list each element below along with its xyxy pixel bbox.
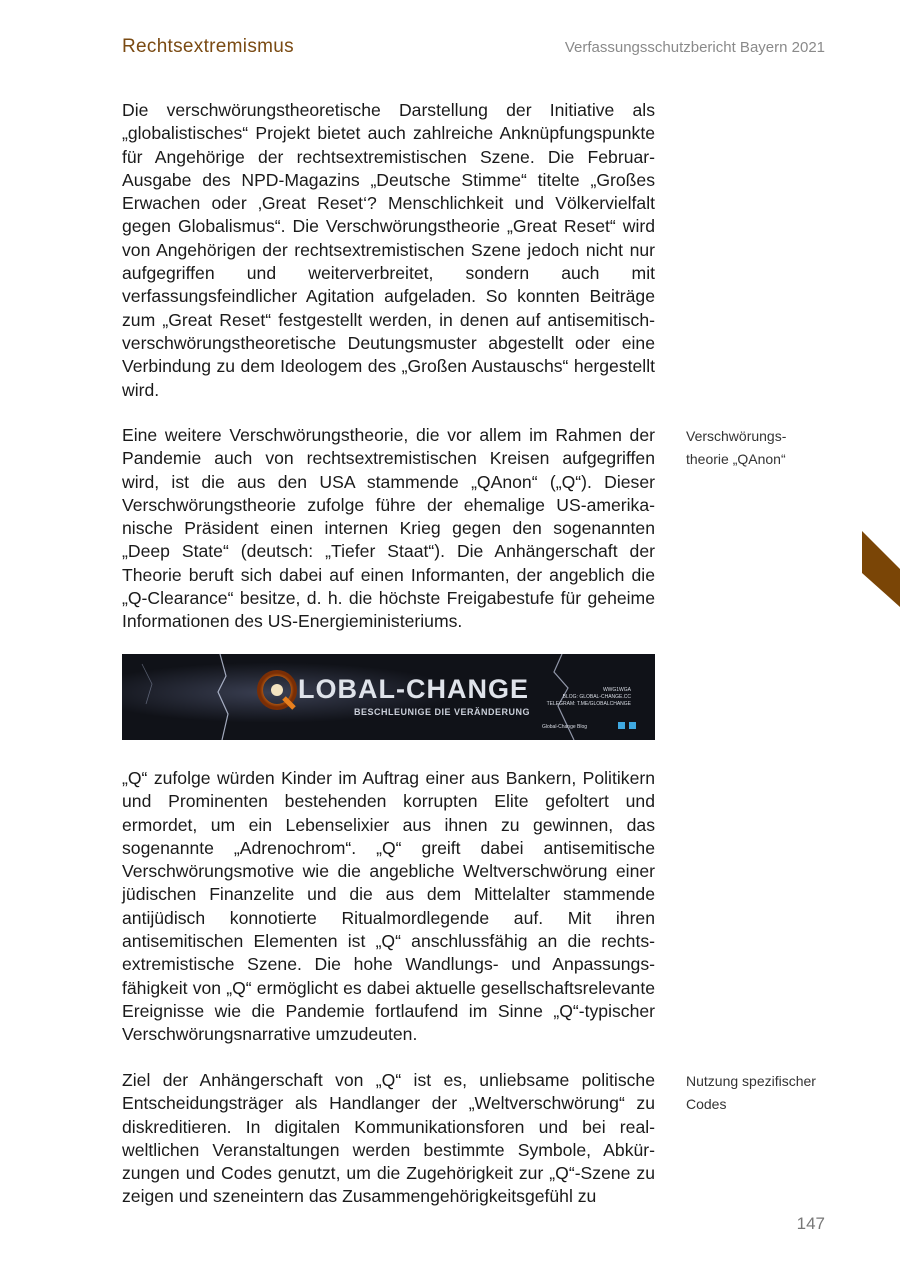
paragraph-q-codes: Ziel der Anhängerschaft von „Q“ ist es, unliebsame politische Entscheidungsträger als Handlanger der „Weltverschwörung“ zu diskreditieren. In digitalen Kommunikationsforen und bei realweltlichen Veranstaltungen werden bestimmte Symbole, Abkürzungen und Codes genutzt, um die Zugehörigkeit zur „Q“-Szene zu zeigen und szeneintern das Zusammengehörigkeitsgefühl zu xyxy=(122,1070,655,1207)
margin-note-codes: Nutzung spezifischer Codes xyxy=(686,1073,816,1112)
running-header-section: Rechtsextremismus xyxy=(122,36,294,57)
paragraph-qanon-intro: Eine weitere Verschwörungstheorie, die vor allem im Rahmen der Pandemie auch von rechtsextremistischen Kreisen aufgegriffen wird, ist die aus den USA stammende „QAnon“ („Q“). Dieser Verschwörungstheorie zufolge führe der ehemalige US-amerikanische Präsident einen internen Krieg gegen den sogenannten „Deep State“ (deutsch: „Tiefer Staat“). Die Anhängerschaft der Theorie beruft sich dabei auf einen Informanten, der angeblich die „Q-Clearance“ besitze, d. h. die höchste Freigabestufe für geheime Informationen des US-Energieministeriums. xyxy=(122,425,655,632)
banner-blog-label: Global-Change Blog xyxy=(542,724,588,730)
banner-info-1: WWG1WGA xyxy=(602,687,631,693)
banner-social-icon xyxy=(618,722,625,729)
page-number: 147 xyxy=(796,1214,825,1233)
banner-title: LOBAL-CHANGE xyxy=(298,674,529,704)
margin-note-qanon: Verschwörungs- theorie „QAnon“ xyxy=(686,428,787,467)
paragraph-great-reset: Die verschwörungstheoretische Darstellung der Initiative als „globalistisches“ Projekt bietet auch zahlreiche Anknüpfungspunkte für Angehörige der rechtsextremistischen Szene. Die Februar-Ausgabe des NPD-Magazins „Deutsche Stimme“ titelte „Großes Erwachen oder ‚Great Reset‘? Menschlichkeit und Völkervielfalt gegen Globalismus“. Die Verschwörungstheorie „Great Reset“ wird von Angehörigen der rechtsextremistischen Szene jedoch nicht nur aufgegriffen und weiterverbreitet, sondern auch mit verfassungsfeindlicher Agitation aufgeladen. So konnten Beiträge zum „Great Reset“ festgestellt werden, in denen auf antisemitisch-verschwörungstheoretische Deutungsmuster abgestellt oder eine Verbindung zu dem Ideologem des „Großen Austauschs“ hergestellt wird. xyxy=(122,100,655,400)
banner-info-3: TELEGRAM: T.ME/GLOBALCHANGE xyxy=(546,701,631,707)
running-header-report: Verfassungsschutzbericht Bayern 2021 xyxy=(564,39,825,56)
banner-tagline: BESCHLEUNIGE DIE VERÄNDERUNG xyxy=(354,707,531,717)
banner-info-2: BLOG: GLOBAL-CHANGE.CC xyxy=(562,694,631,700)
paragraph-q-motives: „Q“ zufolge würden Kinder im Auftrag einer aus Bankern, Politikern und Prominenten bestehenden korrupten Elite gefoltert und ermordet, um ein Lebenselixier aus ihnen zu gewinnen, das sogenannte „Adrenochrom“. „Q“ greift dabei antisemitische Verschwörungsmotive wie die angebliche Weltverschwörung einer jüdischen Finanzelite und die aus dem Mittelalter stammende antijüdisch konnotierte Ritualmordlegende auf. Mit ihren antisemitischen Elementen ist „Q“ anschlussfähig an die rechtsextremistische Szene. Die hohe Wandlungs- und Anpassungsfähigkeit von „Q“ ermöglicht es dabei aktuelle gesellschaftsrelevante Ereignisse wie die Pandemie fortlaufend im Sinne „Q“-typischer Verschwörungsnarrative umzudeuten. xyxy=(122,768,655,1045)
chapter-tab-marker xyxy=(862,531,900,607)
global-change-banner-image xyxy=(122,654,655,740)
banner-social-icon xyxy=(629,722,636,729)
